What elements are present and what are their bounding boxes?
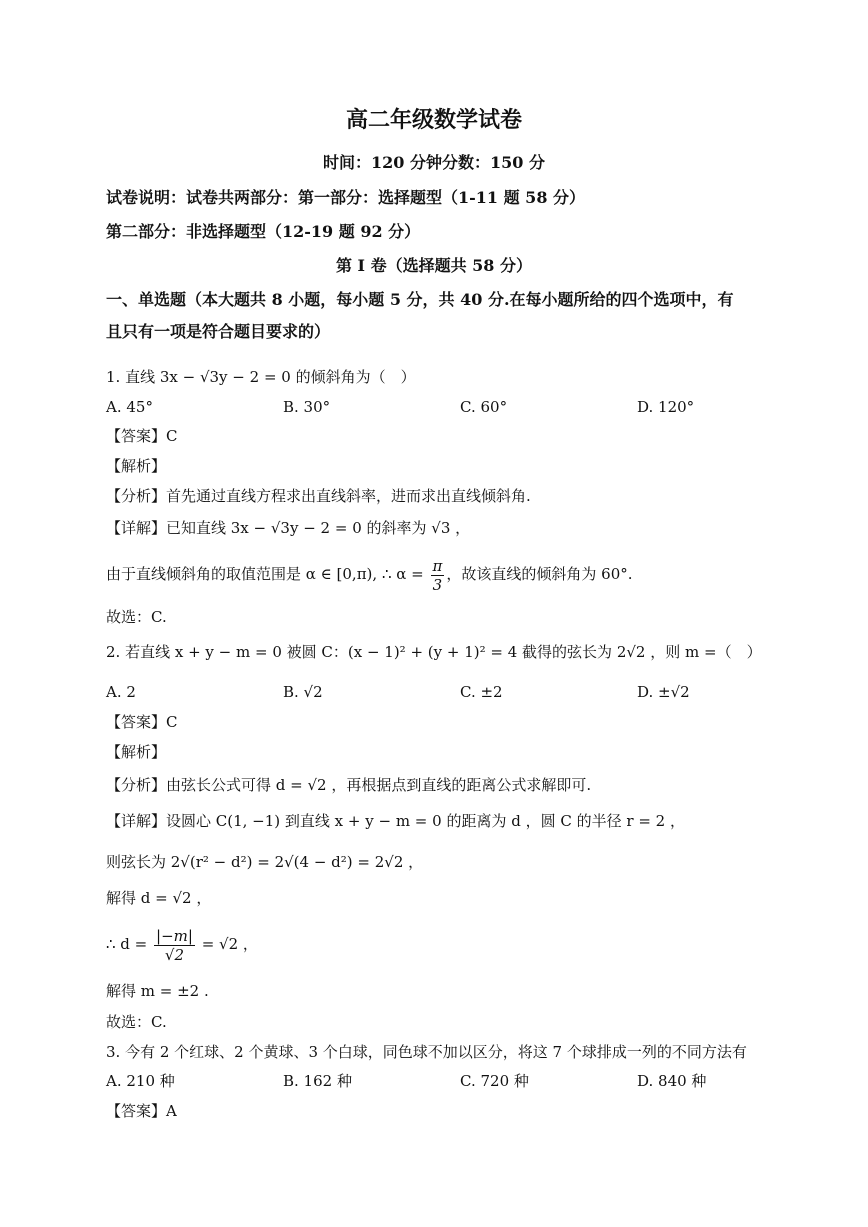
- question-2-solve-m: 解得 m = ±2 .: [106, 982, 209, 1000]
- question-3-stem: 3. 今有 2 个红球、2 个黄球、3 个白球，同色球不加以区分，将这 7 个球排成一列的不同方法有: [106, 1043, 747, 1061]
- question-2-option-d: D. ±√2: [637, 683, 690, 701]
- fraction-numerator: π: [432, 556, 443, 575]
- section-1-heading-line-1: 一、单选题（本大题共 8 小题，每小题 5 分，共 40 分.在每小题所给的四个选项中，有: [106, 290, 734, 309]
- question-2-choice: 故选：C.: [106, 1013, 167, 1031]
- question-1-analysis: 【分析】首先通过直线方程求出直线斜率，进而求出直线倾斜角.: [106, 487, 531, 505]
- question-3-answer: 【答案】A: [106, 1102, 177, 1120]
- question-2-fraction: [154, 927, 195, 964]
- question-2-option-a: A. 2: [106, 683, 136, 701]
- question-1-option-d: D. 120°: [637, 398, 695, 416]
- question-1-range-text: 由于直线倾斜角的取值范围是 α ∈ [0,π), ∴ α =: [106, 565, 424, 583]
- question-1-answer: 【答案】C: [106, 427, 178, 445]
- question-1-range-tail: ，故该直线的倾斜角为 60°.: [446, 565, 633, 583]
- question-2-chord: 则弦长为 2√(r² − d²) = 2√(4 − d²) = 2√2 ，: [106, 853, 424, 871]
- question-3-option-b: B. 162 种: [283, 1072, 352, 1090]
- question-3-option-c: C. 720 种: [460, 1072, 529, 1090]
- section-1-heading-line-2: 且只有一项是符合题目要求的）: [106, 322, 331, 341]
- question-1-range-line: [106, 556, 633, 594]
- fraction-numerator: |−m|: [156, 926, 193, 945]
- fraction-denominator: 3: [432, 575, 443, 594]
- page-title: 高二年级数学试卷: [345, 107, 522, 133]
- question-1-detail: 【详解】已知直线 3x − √3y − 2 = 0 的斜率为 √3 ，: [106, 519, 471, 537]
- exam-note-1: 试卷说明：试卷共两部分：第一部分：选择题型（1-11 题 58 分）: [106, 188, 586, 207]
- question-1-option-a: A. 45°: [106, 398, 153, 416]
- question-2-option-c: C. ±2: [460, 683, 503, 701]
- question-1-stem: 1. 直线 3x − √3y − 2 = 0 的倾斜角为（ ）: [106, 368, 416, 386]
- question-1-option-c: C. 60°: [460, 398, 508, 416]
- question-2-distance-line: [106, 924, 258, 964]
- question-2-stem: 2. 若直线 x + y − m = 0 被圆 C：(x − 1)² + (y + 1)² = 4 截得的弦长为 2√2 ，则 m =（ ）: [106, 643, 762, 661]
- part-1-heading: 第 I 卷（选择题共 58 分）: [335, 256, 533, 275]
- exam-note-2: 第二部分：非选择题型（12-19 题 92 分）: [106, 222, 421, 241]
- question-2-option-b: B. √2: [283, 683, 323, 701]
- time-score: 时间：120 分钟分数：150 分: [323, 153, 545, 172]
- question-2-analysis: 【分析】由弦长公式可得 d = √2 ，再根据点到直线的距离公式求解即可.: [106, 776, 592, 794]
- question-1-choice: 故选：C.: [106, 608, 167, 626]
- question-2-answer: 【答案】C: [106, 713, 178, 731]
- fraction-denominator: √2: [164, 945, 185, 964]
- question-2-solve-d: 解得 d = √2 ，: [106, 889, 212, 907]
- distance-prefix: ∴ d =: [106, 935, 148, 953]
- distance-suffix: = √2 ，: [201, 935, 258, 953]
- question-1-fraction: [431, 557, 445, 594]
- question-1-jiexi: 【解析】: [106, 457, 167, 475]
- question-2-detail: 【详解】设圆心 C(1, −1) 到直线 x + y − m = 0 的距离为 d ，圆 C 的半径 r = 2 ，: [106, 812, 685, 830]
- question-2-jiexi: 【解析】: [106, 743, 167, 761]
- question-3-option-a: A. 210 种: [106, 1072, 175, 1090]
- question-1-option-b: B. 30°: [283, 398, 331, 416]
- question-3-option-d: D. 840 种: [637, 1072, 707, 1090]
